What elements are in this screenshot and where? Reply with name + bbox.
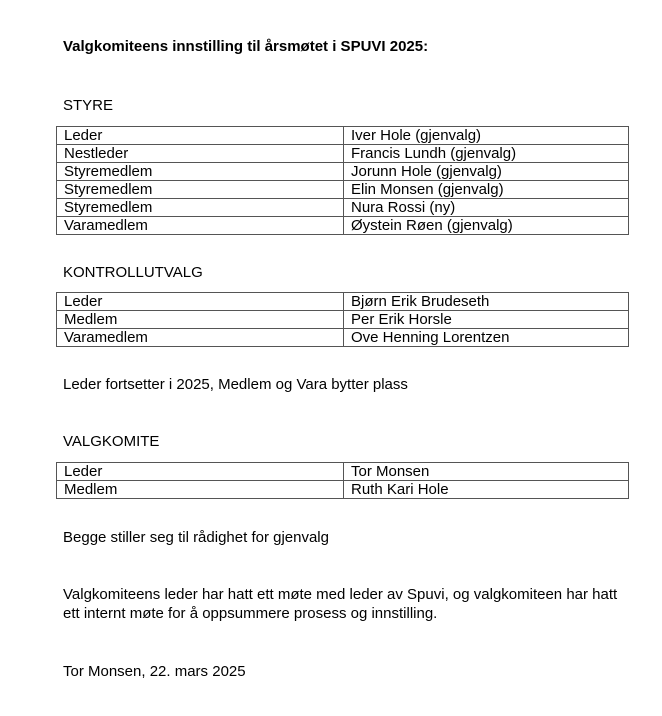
role-cell: Leder: [57, 293, 344, 311]
role-cell: Varamedlem: [57, 329, 344, 347]
valgkomite-heading: VALGKOMITE: [63, 433, 160, 450]
table-row: [57, 217, 629, 235]
signature: Tor Monsen, 22. mars 2025: [63, 663, 246, 680]
name-cell: Per Erik Horsle: [344, 311, 629, 329]
role-cell: Varamedlem: [57, 217, 344, 235]
name-cell: Tor Monsen: [344, 463, 629, 481]
table-row: [57, 181, 629, 199]
kontrollutvalg-note: Leder fortsetter i 2025, Medlem og Vara bytter plass: [63, 376, 408, 393]
summary-line-2: ett internt møte for å oppsummere prosess og innstilling.: [63, 605, 438, 622]
name-cell: Ruth Kari Hole: [344, 481, 629, 499]
table-row: [57, 329, 629, 347]
valgkomite-note: Begge stiller seg til rådighet for gjenvalg: [63, 529, 329, 546]
styre-heading: STYRE: [63, 97, 114, 114]
styre-table: [56, 126, 629, 235]
name-cell: Jorunn Hole (gjenvalg): [344, 163, 629, 181]
name-cell: Ove Henning Lorentzen: [344, 329, 629, 347]
role-cell: Nestleder: [57, 145, 344, 163]
table-row: [57, 463, 629, 481]
table-row: [57, 293, 629, 311]
role-cell: Leder: [57, 127, 344, 145]
table-row: [57, 145, 629, 163]
name-cell: Francis Lundh (gjenvalg): [344, 145, 629, 163]
role-cell: Medlem: [57, 311, 344, 329]
table-row: [57, 311, 629, 329]
kontrollutvalg-heading: KONTROLLUTVALG: [63, 264, 203, 281]
role-cell: Leder: [57, 463, 344, 481]
table-row: [57, 199, 629, 217]
name-cell: Iver Hole (gjenvalg): [344, 127, 629, 145]
table-row: [57, 127, 629, 145]
table-row: [57, 163, 629, 181]
role-cell: Styremedlem: [57, 163, 344, 181]
valgkomite-table: [56, 462, 629, 499]
role-cell: Styremedlem: [57, 199, 344, 217]
kontrollutvalg-table: [56, 292, 629, 347]
role-cell: Styremedlem: [57, 181, 344, 199]
name-cell: Bjørn Erik Brudeseth: [344, 293, 629, 311]
name-cell: Øystein Røen (gjenvalg): [344, 217, 629, 235]
role-cell: Medlem: [57, 481, 344, 499]
name-cell: Nura Rossi (ny): [344, 199, 629, 217]
name-cell: Elin Monsen (gjenvalg): [344, 181, 629, 199]
table-row: [57, 481, 629, 499]
document-title: Valgkomiteens innstilling til årsmøtet i SPUVI 2025:: [63, 38, 429, 55]
summary-line-1: Valgkomiteens leder har hatt ett møte med leder av Spuvi, og valgkomiteen har hatt: [63, 586, 618, 603]
